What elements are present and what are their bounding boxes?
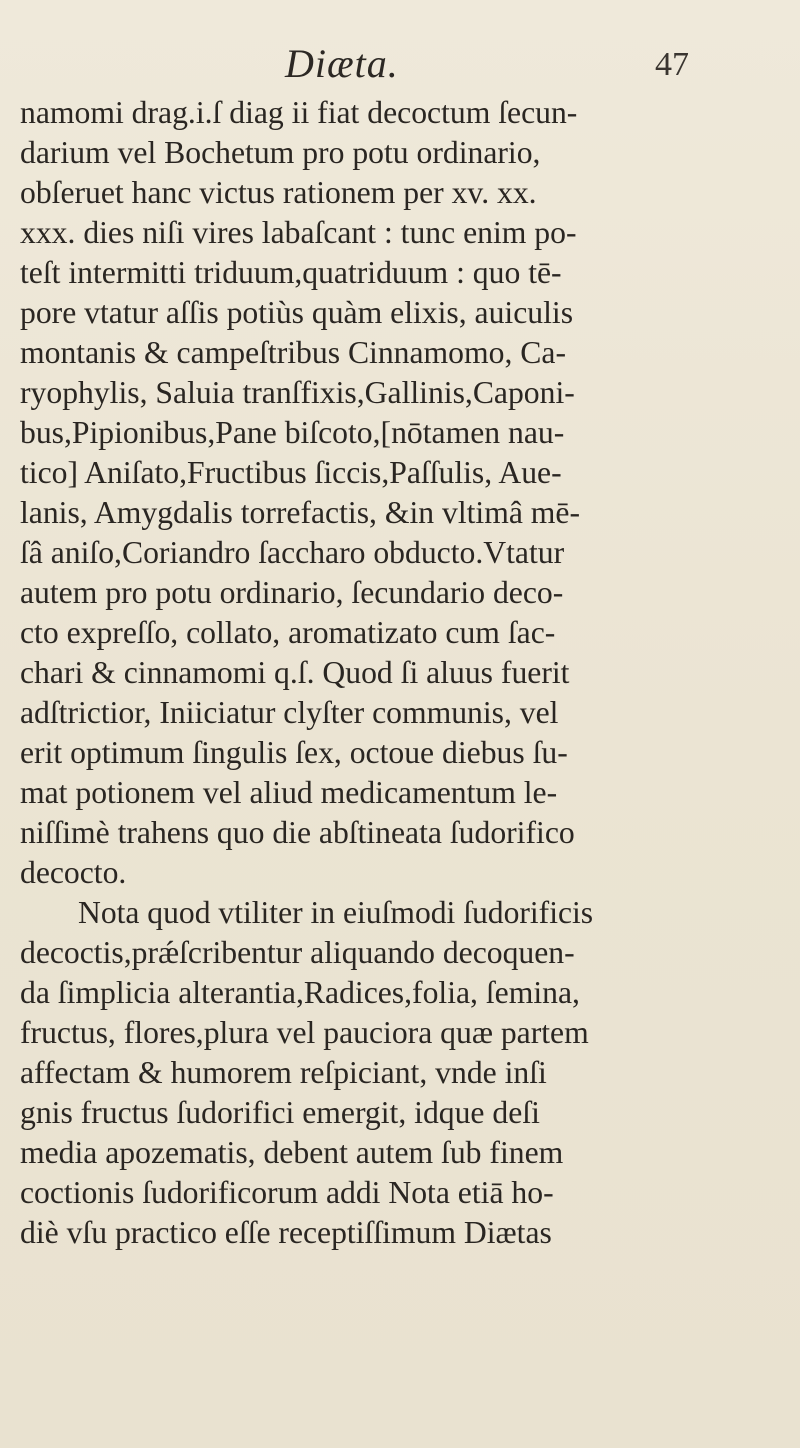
text-line: da ſimplicia alterantia,Radices,folia, ſemina, (20, 975, 580, 1010)
text-line: affectam & humorem reſpiciant, vnde inſi (20, 1055, 547, 1090)
text-line: tico] Aniſato,Fructibus ſiccis,Paſſulis, Aue- (20, 455, 562, 490)
text-line: autem pro potu ordinario, ſecundario deco- (20, 575, 564, 610)
running-head: Diæta. (285, 41, 399, 86)
text-line: montanis & campeſtribus Cinnamomo, Ca- (20, 335, 566, 370)
text-line: xxx. dies niſi vires labaſcant : tunc enim po- (20, 215, 577, 250)
text-line: diè vſu practico eſſe receptiſſimum Diætas (20, 1215, 552, 1250)
body-text (20, 93, 800, 1253)
paragraph-start-line: Nota quod vtiliter in eiuſmodi ſudorificis (78, 895, 594, 930)
text-line: erit optimum ſingulis ſex, octoue diebus ſu- (20, 735, 568, 770)
text-line: gnis fructus ſudorifici emergit, idque deſi (20, 1095, 540, 1130)
text-line: coctionis ſudorificorum addi Nota etiā ho- (20, 1175, 554, 1210)
text-line: pore vtatur aſſis potiùs quàm elixis, auiculis (20, 295, 574, 330)
text-line: decocto. (20, 855, 127, 890)
text-line: bus,Pipionibus,Pane biſcoto,[nōtamen nau- (20, 415, 565, 450)
text-line: ryophylis, Saluia tranſfixis,Gallinis,Caponi- (20, 375, 575, 410)
text-line: media apozematis, debent autem ſub finem (20, 1135, 564, 1170)
text-line: ſâ aniſo,Coriandro ſaccharo obducto.Vtatur (20, 535, 565, 570)
page-number: 47 (655, 46, 689, 83)
text-line: darium vel Bochetum pro potu ordinario, (20, 135, 541, 170)
page-header (0, 40, 800, 90)
text-line: mat potionem vel aliud medicamentum le- (20, 775, 558, 810)
text-line: decoctis,prǽſcribentur aliquando decoquen- (20, 935, 575, 970)
text-line: obſeruet hanc victus rationem per xv. xx. (20, 175, 537, 210)
text-line: chari & cinnamomi q.ſ. Quod ſi aluus fuerit (20, 655, 570, 690)
text-line: cto expreſſo, collato, aromatizato cum ſac- (20, 615, 556, 650)
text-line: namomi drag.i.ſ diag ii fiat decoctum ſecun- (20, 95, 578, 130)
text-line: fructus, flores,plura vel pauciora quæ partem (20, 1015, 589, 1050)
text-line: teſt intermitti triduum,quatriduum : quo tē- (20, 255, 562, 290)
text-line: niſſimè trahens quo die abſtineata ſudorifico (20, 815, 575, 850)
text-line: adſtrictior, Iniiciatur clyſter communis, vel (20, 695, 559, 730)
text-line: lanis, Amygdalis torrefactis, &in vltimâ mē- (20, 495, 581, 530)
